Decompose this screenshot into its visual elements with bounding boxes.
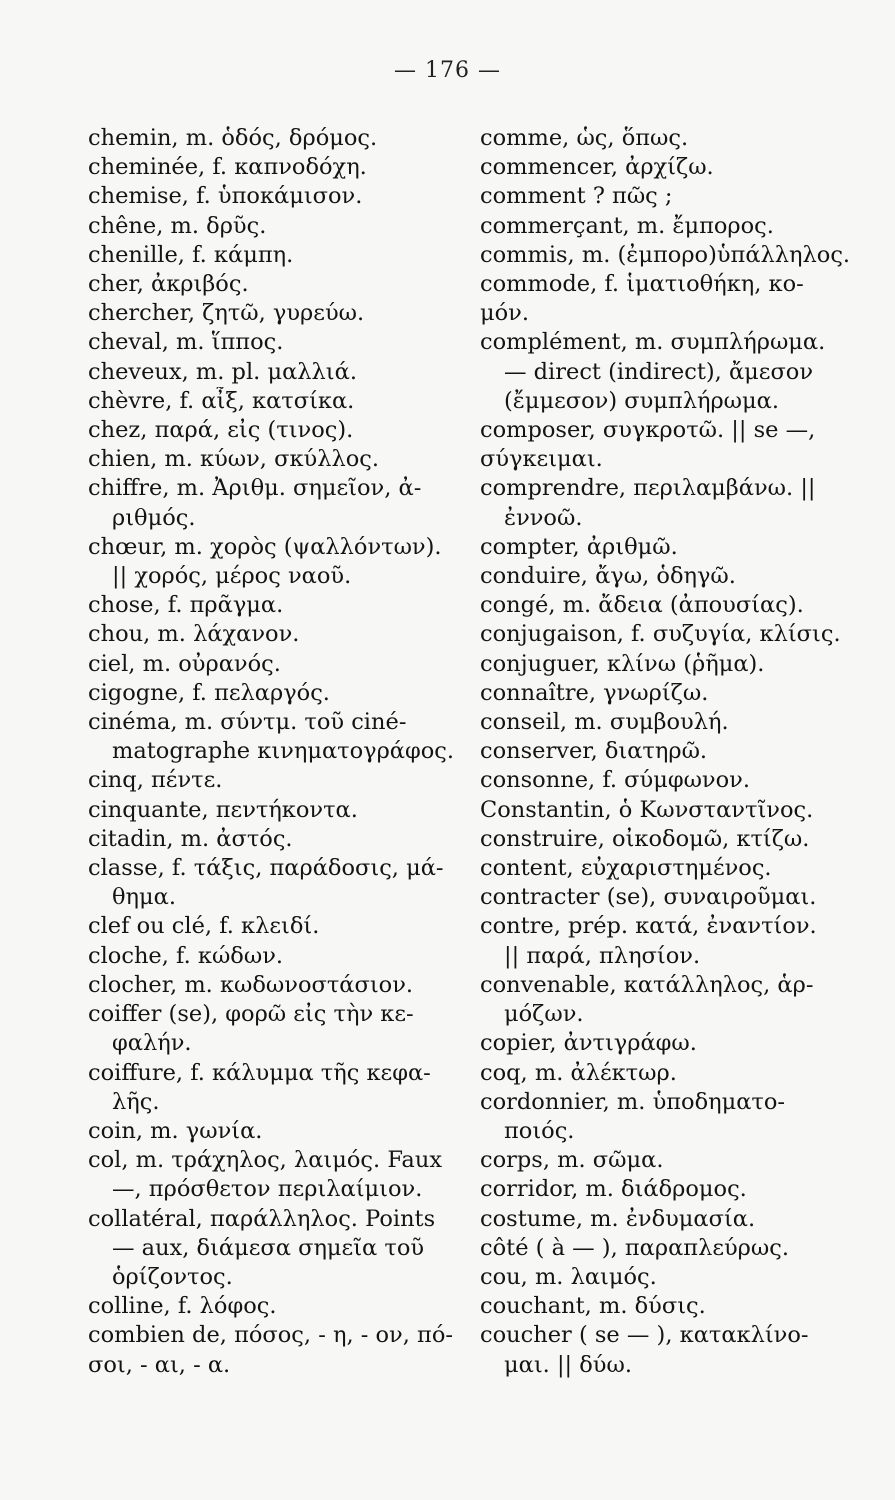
- dictionary-line: μόν.: [480, 300, 529, 327]
- dictionary-line: || χορός, μέρος ναοῦ.: [112, 563, 352, 590]
- dictionary-line: chêne, m. δρῦς.: [88, 212, 267, 239]
- dictionary-line: ποιός.: [504, 1117, 575, 1144]
- dictionary-line: θημα.: [112, 884, 176, 911]
- dictionary-line: conjugaison, f. συζυγία, κλίσις.: [480, 621, 841, 648]
- dictionary-line: μαι. || δύω.: [504, 1351, 632, 1378]
- dictionary-line: cordonnier, m. ὑποδηματο-: [480, 1088, 786, 1115]
- dictionary-line: coiffer (se), φορῶ εἰς τὴν κε-: [88, 1001, 414, 1028]
- dictionary-line: ὁρίζοντος.: [112, 1263, 233, 1290]
- dictionary-line: φαλήν.: [112, 1030, 192, 1057]
- dictionary-line: cinquante, πεντήκοντα.: [88, 796, 358, 823]
- page-number: — 176 —: [394, 58, 501, 83]
- dictionary-line: chercher, ζητῶ, γυρεύω.: [88, 300, 365, 327]
- dictionary-line: complément, m. συμπλήρωμα.: [480, 329, 826, 356]
- right-column: [480, 124, 875, 1380]
- left-column: [88, 124, 483, 1380]
- dictionary-line: citadin, m. ἀστός.: [88, 825, 293, 852]
- dictionary-line: commis, m. (ἐμπορο)ὑπάλληλος.: [480, 241, 851, 268]
- dictionary-line: conseil, m. συμβουλή.: [480, 709, 729, 736]
- dictionary-line: compter, ἀριθμῶ.: [480, 533, 678, 560]
- dictionary-line: chœur, m. χορὸς (ψαλλόντων).: [88, 533, 442, 560]
- dictionary-line: cher, ἀκριβός.: [88, 271, 249, 298]
- dictionary-line: côté ( à — ), παραπλεύρως.: [480, 1234, 790, 1261]
- dictionary-line: chèvre, f. αἶξ, κατσίκα.: [88, 387, 355, 414]
- dictionary-line: collatéral, παράλληλος. Points: [88, 1205, 436, 1232]
- dictionary-line: chemise, f. ὑποκάμισον.: [88, 183, 363, 210]
- dictionary-line: col, m. τράχηλος, λαιμός. Faux: [88, 1147, 443, 1174]
- dictionary-line: coiffure, f. κάλυμμα τῆς κεφα-: [88, 1059, 431, 1086]
- dictionary-line: ριθμός.: [112, 504, 196, 531]
- dictionary-line: congé, m. ἄδεια (ἀπουσίας).: [480, 592, 804, 619]
- dictionary-line: cloche, f. κώδων.: [88, 942, 284, 969]
- dictionary-line: commerçant, m. ἔμπορος.: [480, 212, 774, 239]
- dictionary-line: chiffre, m. Ἀριθμ. σημεῖον, ἀ-: [88, 475, 422, 502]
- dictionary-line: conduire, ἄγω, ὁδηγῶ.: [480, 563, 736, 590]
- dictionary-line: cinéma, m. σύντμ. τοῦ ciné-: [88, 709, 407, 736]
- dictionary-line: Constantin, ὁ Κωνσταντῖνος.: [480, 796, 814, 823]
- dictionary-line: contracter (se), συναιροῦμαι.: [480, 884, 817, 911]
- dictionary-line: cheminée, f. καπνοδόχη.: [88, 154, 367, 181]
- dictionary-line: couchant, m. δύσις.: [480, 1293, 706, 1320]
- dictionary-line: classe, f. τάξις, παράδοσις, μά-: [88, 855, 444, 882]
- dictionary-line: copier, ἀντιγράφω.: [480, 1030, 697, 1057]
- dictionary-line: coq, m. ἀλέκτωρ.: [480, 1059, 677, 1086]
- dictionary-line: comme, ὡς, ὅπως.: [480, 125, 689, 151]
- dictionary-line: matographe κινηματογράφος.: [112, 738, 455, 765]
- dictionary-line: comment ? πῶς ;: [480, 183, 673, 210]
- dictionary-line: coin, m. γωνία.: [88, 1117, 263, 1144]
- dictionary-line: cigogne, f. πελαργός.: [88, 679, 330, 706]
- dictionary-line: chenille, f. κάμπη.: [88, 241, 294, 268]
- dictionary-line: clocher, m. κωδωνοστάσιον.: [88, 971, 414, 998]
- dictionary-line: costume, m. ἐνδυμασία.: [480, 1205, 756, 1232]
- dictionary-line: corridor, m. διάδρομος.: [480, 1176, 747, 1203]
- dictionary-line: contre, prép. κατά, ἐναντίον.: [480, 913, 817, 940]
- dictionary-line: coucher ( se — ), κατακλίνο-: [480, 1322, 809, 1349]
- dictionary-line: — direct (indirect), ἄμεσον: [504, 358, 814, 385]
- dictionary-line: colline, f. λόφος.: [88, 1293, 277, 1320]
- dictionary-line: ciel, m. οὐρανός.: [88, 650, 281, 677]
- dictionary-line: chez, παρά, εἰς (τινος).: [88, 417, 354, 444]
- dictionary-line: convenable, κατάλληλος, ἁρ-: [480, 971, 814, 998]
- dictionary-line: σοι, - αι, - α.: [88, 1351, 231, 1378]
- dictionary-line: composer, συγκροτῶ. || se —,: [480, 417, 816, 444]
- dictionary-line: commencer, ἀρχίζω.: [480, 154, 714, 181]
- dictionary-line: content, εὐχαριστημένος.: [480, 855, 772, 882]
- dictionary-line: conserver, διατηρῶ.: [480, 738, 708, 765]
- dictionary-line: cinq, πέντε.: [88, 767, 223, 794]
- dictionary-line: chien, m. κύων, σκύλλος.: [88, 446, 380, 473]
- dictionary-line: conjuguer, κλίνω (ῥῆμα).: [480, 650, 765, 677]
- dictionary-line: chose, f. πρᾶγμα.: [88, 592, 284, 619]
- dictionary-line: ἐννοῶ.: [504, 504, 583, 531]
- dictionary-line: consonne, f. σύμφωνον.: [480, 767, 750, 794]
- dictionary-line: — aux, διάμεσα σημεῖα τοῦ: [112, 1234, 425, 1261]
- dictionary-line: clef ou clé, f. κλειδί.: [88, 913, 320, 940]
- dictionary-line: || παρά, πλησίον.: [504, 942, 701, 969]
- dictionary-line: cheveux, m. pl. μαλλιά.: [88, 358, 357, 385]
- dictionary-line: corps, m. σῶμα.: [480, 1147, 664, 1174]
- dictionary-line: commode, f. ἱματιοθήκη, κο-: [480, 271, 804, 298]
- dictionary-line: connaître, γνωρίζω.: [480, 679, 709, 706]
- dictionary-line: (ἔμμεσον) συμπλήρωμα.: [504, 387, 779, 414]
- dictionary-line: cou, m. λαιμός.: [480, 1263, 657, 1290]
- dictionary-line: construire, οἰκοδομῶ, κτίζω.: [480, 825, 810, 852]
- dictionary-line: cheval, m. ἵππος.: [88, 329, 284, 356]
- dictionary-line: σύγκειμαι.: [480, 446, 603, 473]
- dictionary-line: λῆς.: [112, 1088, 160, 1115]
- dictionary-line: chemin, m. ὁδός, δρόμος.: [88, 125, 378, 151]
- dictionary-line: μόζων.: [504, 1001, 584, 1028]
- dictionary-line: comprendre, περιλαμβάνω. ||: [480, 475, 816, 502]
- dictionary-line: chou, m. λάχανον.: [88, 621, 300, 648]
- dictionary-line: —, πρόσθετον περιλαίμιον.: [112, 1176, 423, 1203]
- dictionary-line: combien de, πόσος, - η, - ον, πό-: [88, 1322, 453, 1349]
